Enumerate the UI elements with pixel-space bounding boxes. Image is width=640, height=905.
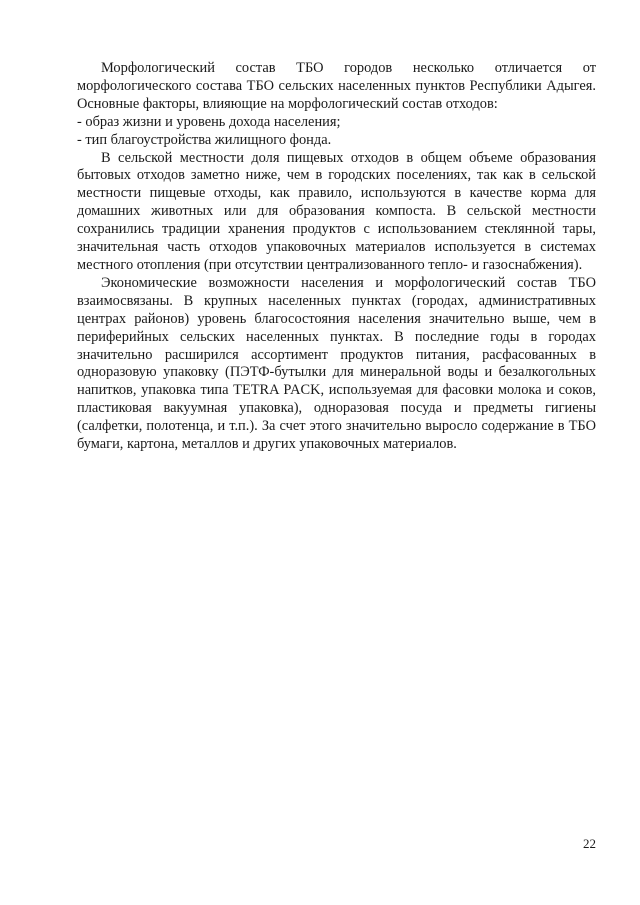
factor-item: - образ жизни и уровень дохода населения;: [77, 113, 341, 130]
paragraph-rural: В сельской местности доля пищевых отходов в общем объеме образования бытовых отходов заметно ниже, чем в городских поселениях, так как в сельской местности пищевые отходы, как правило, используются в качестве корма для домашних животных или для образования компоста. В сельской местности сохранились традиции хранения продуктов с использованием стеклянной тары, значительная часть отходов упаковочных материалов используется в системах местного отопления (при отсутствии централизованного тепло- и газоснабжения).: [77, 149, 596, 273]
paragraph-economic: Экономические возможности населения и морфологический состав ТБО взаимосвязаны. В крупных населенных пунктах (городах, административных центрах районов) уровень благосостояния населения значительно выше, чем в периферийных сельских населенных пунктах. В последние годы в городах значительно расширился ассортимент продуктов питания, расфасованных в одноразовую упаковку (ПЭТФ-бутылки для минеральной воды и безалкогольных напитков, упаковка типа TETRA PACK, используемая для фасовки молока и соков, пластиковая вакуумная упаковка), одноразовая посуда и предметы гигиены (салфетки, полотенца, и т.п.). За счет этого значительно выросло содержание в ТБО бумаги, картона, металлов и других упаковочных материалов.: [77, 274, 596, 453]
factor-item: - тип благоустройства жилищного фонда.: [77, 131, 332, 148]
body-text: [77, 60, 596, 454]
page-number: 22: [583, 836, 596, 851]
paragraph-intro: Морфологический состав ТБО городов несколько отличается от морфологического состава ТБО сельских населенных пунктов Республики Адыгея. Основные факторы, влияющие на морфологический состав отходов:: [77, 60, 596, 112]
